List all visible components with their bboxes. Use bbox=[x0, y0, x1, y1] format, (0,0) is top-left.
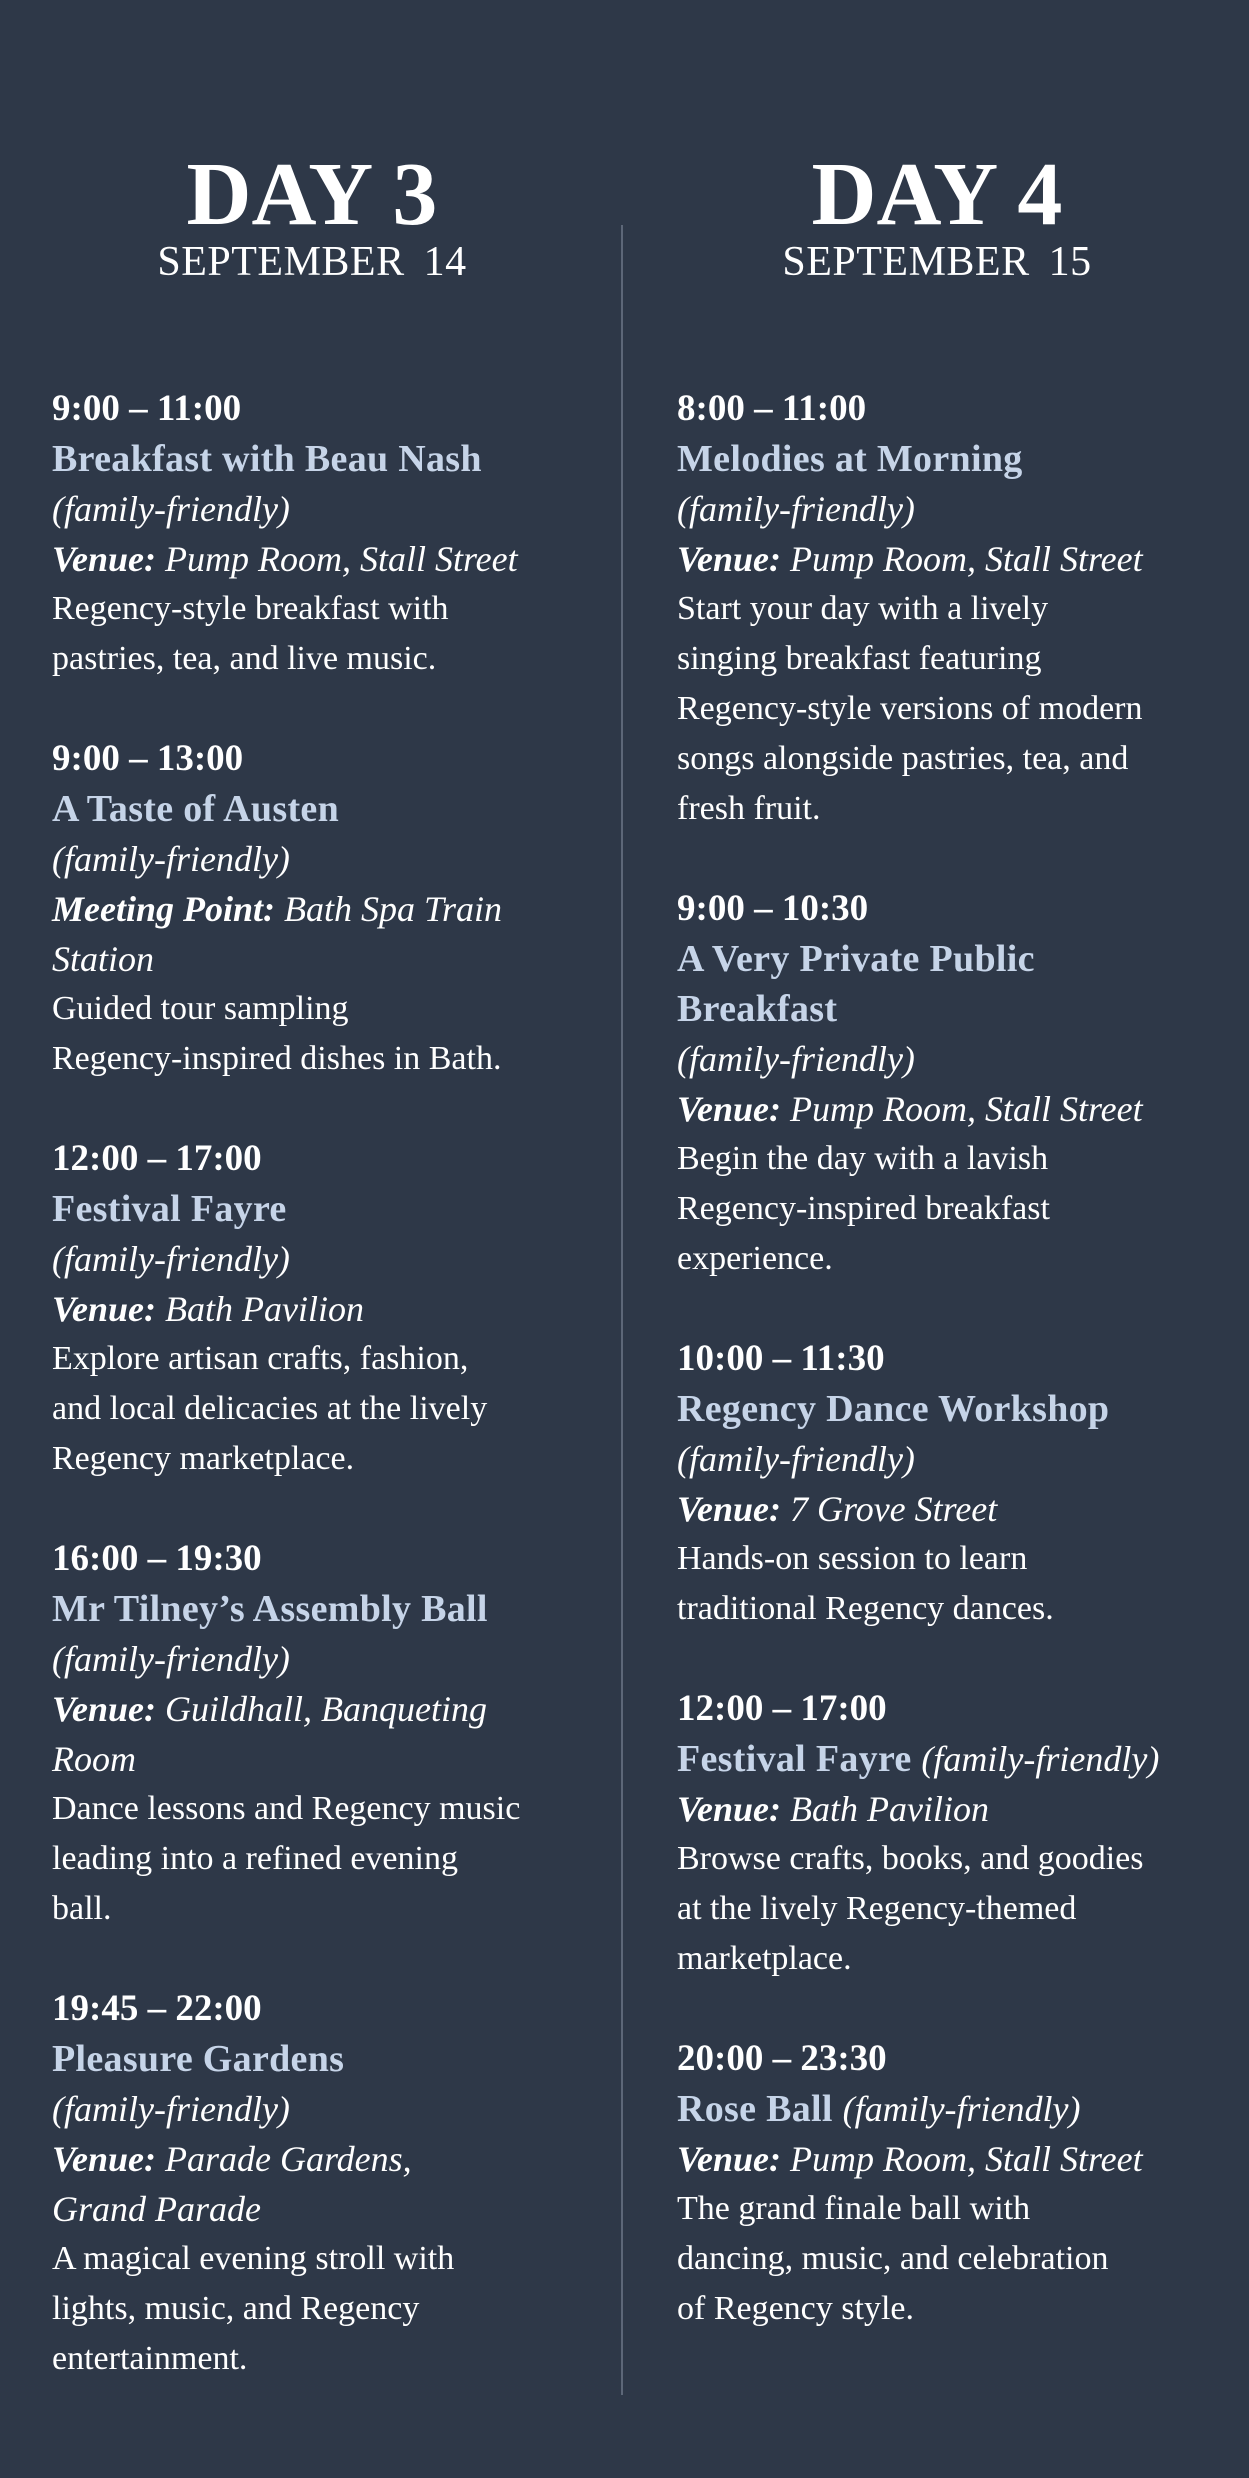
description-line: Explore artisan crafts, fashion, bbox=[52, 1340, 469, 1378]
event-tag: (family-friendly) bbox=[52, 1639, 290, 1680]
event-time: 10:00 – 11:30 bbox=[677, 1338, 885, 1380]
event-description bbox=[52, 1334, 612, 1484]
description-line: Regency marketplace. bbox=[52, 1440, 355, 1478]
description-line: pastries, tea, and live music. bbox=[52, 640, 437, 678]
description-line: Dance lessons and Regency music bbox=[52, 1790, 521, 1828]
event bbox=[52, 1984, 612, 2384]
event-venue-line: Station bbox=[52, 939, 155, 980]
description-line: singing breakfast featuring bbox=[677, 640, 1042, 678]
description-line: of Regency style. bbox=[677, 2290, 914, 2328]
venue-text: Pump Room, Stall Street bbox=[790, 1089, 1143, 1130]
event-title: Pleasure Gardens bbox=[52, 2038, 345, 2081]
description-line: Guided tour sampling bbox=[52, 990, 349, 1028]
event-venue bbox=[677, 1084, 1237, 1134]
event-time: 8:00 – 11:00 bbox=[677, 388, 867, 430]
event-title-text: Rose Ball bbox=[677, 2088, 833, 2131]
event-tag: (family-friendly) bbox=[52, 2089, 290, 2130]
description-line: traditional Regency dances. bbox=[677, 1590, 1054, 1628]
description-line: marketplace. bbox=[677, 1940, 852, 1978]
event-time: 9:00 – 11:00 bbox=[52, 388, 242, 430]
description-line: fresh fruit. bbox=[677, 790, 821, 828]
description-line: Begin the day with a lavish bbox=[677, 1140, 1049, 1178]
event-time: 12:00 – 17:00 bbox=[52, 1138, 262, 1180]
event-title: A Taste of Austen bbox=[52, 788, 340, 831]
description-line: experience. bbox=[677, 1240, 833, 1278]
venue-label: Venue: bbox=[677, 539, 782, 580]
event-title: Mr Tilney’s Assembly Ball bbox=[52, 1588, 488, 1631]
event-venue bbox=[52, 2134, 612, 2184]
event-venue bbox=[52, 534, 612, 584]
event-venue bbox=[52, 884, 612, 934]
description-line: Start your day with a lively bbox=[677, 590, 1049, 628]
description-line: Regency-style versions of modern bbox=[677, 690, 1143, 728]
venue-text: Pump Room, Stall Street bbox=[165, 539, 518, 580]
event-venue-line: Grand Parade bbox=[52, 2189, 261, 2230]
event-title bbox=[677, 2084, 1237, 2134]
venue-label: Venue: bbox=[677, 2139, 782, 2180]
day-3-column bbox=[52, 145, 612, 2434]
event-title: Melodies at Morning bbox=[677, 438, 1023, 481]
venue-text: Bath Pavilion bbox=[790, 1789, 989, 1830]
event-venue-line: Room bbox=[52, 1739, 136, 1780]
event-description bbox=[677, 584, 1237, 834]
event bbox=[677, 884, 1237, 1284]
event-description bbox=[52, 2234, 612, 2384]
description-line: leading into a refined evening bbox=[52, 1840, 458, 1878]
description-line: Hands-on session to learn bbox=[677, 1540, 1028, 1578]
event-venue bbox=[52, 1284, 612, 1334]
description-line: The grand finale ball with bbox=[677, 2190, 1031, 2228]
event bbox=[677, 384, 1237, 834]
event bbox=[677, 1334, 1237, 1634]
description-line: and local delicacies at the lively bbox=[52, 1390, 488, 1428]
event bbox=[52, 384, 612, 684]
event-title-line: Breakfast bbox=[677, 988, 838, 1031]
event-time: 9:00 – 13:00 bbox=[52, 738, 244, 780]
event-venue bbox=[677, 1784, 1237, 1834]
venue-text: 7 Grove Street bbox=[790, 1489, 998, 1530]
venue-label: Venue: bbox=[677, 1789, 782, 1830]
event-description bbox=[677, 1834, 1237, 1984]
description-line: songs alongside pastries, tea, and bbox=[677, 740, 1129, 778]
venue-text: Pump Room, Stall Street bbox=[790, 2139, 1143, 2180]
venue-text: Bath Spa Train bbox=[284, 889, 503, 930]
event bbox=[677, 1684, 1237, 1984]
description-line: entertainment. bbox=[52, 2340, 248, 2378]
venue-text: Bath Pavilion bbox=[165, 1289, 364, 1330]
event-tag: (family-friendly) bbox=[677, 1439, 915, 1480]
event-title: Breakfast with Beau Nash bbox=[52, 438, 482, 481]
description-line: Browse crafts, books, and goodies bbox=[677, 1840, 1144, 1878]
event-time: 9:00 – 10:30 bbox=[677, 888, 869, 930]
day-4-header bbox=[677, 145, 1197, 285]
description-line: Regency-inspired dishes in Bath. bbox=[52, 1040, 502, 1078]
description-line: Regency-style breakfast with bbox=[52, 590, 449, 628]
day-4-column bbox=[677, 145, 1237, 2384]
column-divider bbox=[621, 225, 623, 2395]
event-venue bbox=[677, 2134, 1237, 2184]
event bbox=[677, 2034, 1237, 2334]
event-tag: (family-friendly) bbox=[52, 489, 290, 530]
event-time: 19:45 – 22:00 bbox=[52, 1988, 262, 2030]
event-tag: (family-friendly) bbox=[677, 1039, 915, 1080]
event-title: Festival Fayre bbox=[52, 1188, 287, 1231]
event bbox=[52, 734, 612, 1084]
event-title: A Very Private Public bbox=[677, 938, 1035, 981]
event-tag: (family-friendly) bbox=[52, 839, 290, 880]
venue-label: Meeting Point: bbox=[52, 889, 275, 930]
event-venue bbox=[677, 1484, 1237, 1534]
event-venue bbox=[677, 534, 1237, 584]
event-description bbox=[677, 1134, 1237, 1284]
venue-label: Venue: bbox=[52, 1289, 157, 1330]
day-3-header bbox=[52, 145, 572, 285]
day-title: DAY 4 bbox=[811, 145, 1063, 244]
day-date: SEPTEMBER 14 bbox=[157, 239, 467, 285]
description-line: dancing, music, and celebration bbox=[677, 2240, 1109, 2278]
event-time: 12:00 – 17:00 bbox=[677, 1688, 887, 1730]
venue-text: Parade Gardens, bbox=[165, 2139, 412, 2180]
event-title bbox=[677, 1734, 1237, 1784]
event-tag: (family-friendly) bbox=[842, 2089, 1081, 2130]
event-venue bbox=[52, 1684, 612, 1734]
description-line: Regency-inspired breakfast bbox=[677, 1190, 1050, 1228]
venue-text: Guildhall, Banqueting bbox=[165, 1689, 487, 1730]
description-line: at the lively Regency-themed bbox=[677, 1890, 1077, 1928]
event-description bbox=[52, 584, 612, 684]
event-title-text: Festival Fayre bbox=[677, 1738, 912, 1781]
event-time: 16:00 – 19:30 bbox=[52, 1538, 262, 1580]
event-tag: (family-friendly) bbox=[921, 1739, 1160, 1780]
event-title: Regency Dance Workshop bbox=[677, 1388, 1110, 1431]
venue-label: Venue: bbox=[52, 539, 157, 580]
venue-text: Pump Room, Stall Street bbox=[790, 539, 1143, 580]
event bbox=[52, 1134, 612, 1484]
description-line: ball. bbox=[52, 1890, 112, 1928]
venue-label: Venue: bbox=[52, 1689, 157, 1730]
venue-label: Venue: bbox=[52, 2139, 157, 2180]
event-time: 20:00 – 23:30 bbox=[677, 2038, 887, 2080]
event-description bbox=[52, 1784, 612, 1934]
venue-label: Venue: bbox=[677, 1089, 782, 1130]
event-description bbox=[677, 2184, 1237, 2334]
venue-label: Venue: bbox=[677, 1489, 782, 1530]
description-line: A magical evening stroll with bbox=[52, 2240, 455, 2278]
day-title: DAY 3 bbox=[186, 145, 438, 244]
event-description bbox=[677, 1534, 1237, 1634]
event-description bbox=[52, 984, 612, 1084]
event-tag: (family-friendly) bbox=[52, 1239, 290, 1280]
description-line: lights, music, and Regency bbox=[52, 2290, 420, 2328]
day-date: SEPTEMBER 15 bbox=[782, 239, 1092, 285]
event bbox=[52, 1534, 612, 1934]
event-tag: (family-friendly) bbox=[677, 489, 915, 530]
